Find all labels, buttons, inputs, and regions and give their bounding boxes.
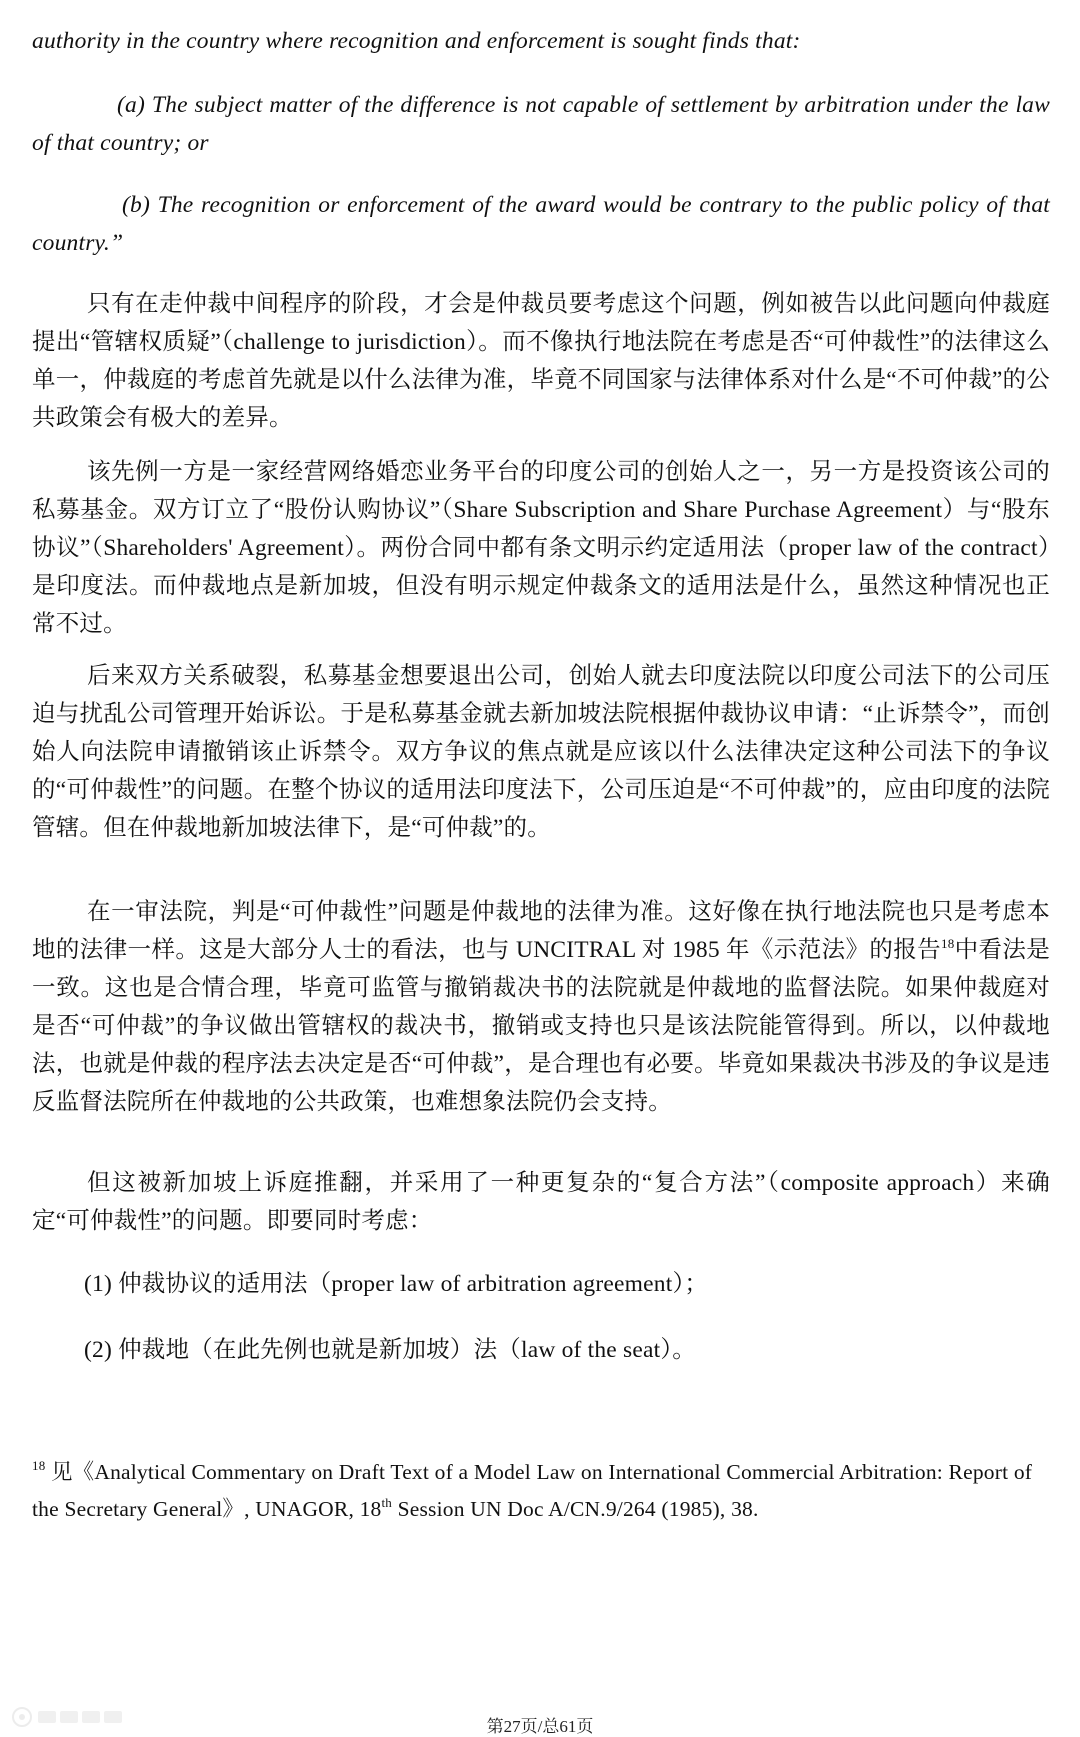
footnote-ordinal: th: [381, 1495, 393, 1510]
paragraph-4-text-b: 中看法是一致。这也是合情合理，毕竟可监管与撤销裁决书的法院就是仲裁地的监督法院。如果仲裁庭对是否“可仲裁”的争议做出管辖权的裁决书，撤销或支持也只是该法院能管得到。所以，以仲裁地法，也就是仲裁的程序法去决定是否“可仲裁”，是合理也有必要。毕竟如果裁决书涉及的争议是违反监督法院所在仲裁地的公共政策，也难想象法院仍会支持。: [32, 937, 1050, 1115]
paragraph-1: 只有在走仲裁中间程序的阶段，才会是仲裁员要考虑这个问题，例如被告以此问题向仲裁庭提出“管辖权质疑”（challenge to jurisdiction）。而不像执行地法院在考虑是否“可仲裁性”的法律这么单一，仲裁庭的考虑首先就是以什么法律为准，毕竟不同国家与法律体系对什么是“不可仲裁”的公共政策会有极大的差异。: [32, 291, 1050, 431]
paragraph-5: 但这被新加坡上诉庭推翻，并采用了一种更复杂的“复合方法”（composite approach）来确定“可仲裁性”的问题。即要同时考虑：: [32, 1170, 1050, 1234]
footnote-18: [32, 1454, 1062, 1528]
list-item-1: (1) 仲裁协议的适用法（proper law of arbitration agreement）；: [84, 1271, 709, 1297]
footnote-ref-18[interactable]: 18: [941, 936, 955, 951]
list-item-2: (2) 仲裁地（在此先例也就是新加坡）法（law of the seat）。: [84, 1337, 697, 1363]
paragraph-2: 该先例一方是一家经营网络婚恋业务平台的印度公司的创始人之一，另一方是投资该公司的私募基金。双方订立了“股份认购协议”（Share Subscription and Share Purchase Agreement）与“股东协议”（Shareholders' Agreement）。两份合同中都有条文明示约定适用法（proper law of the contract）是印度法。而仲裁地点是新加坡，但没有明示规定仲裁条文的适用法是什么，虽然这种情况也正常不过。: [32, 459, 1050, 637]
paragraph-4-text-a: 在一审法院，判是“可仲裁性”问题是仲裁地的法律为准。这好像在执行地法院也只是考虑本地的法律一样。这是大部分人士的看法，也与 UNCITRAL 对 1985 年《示范法》的报告: [32, 899, 1050, 963]
footnote-text-b: Session UN Doc A/CN.9/264 (1985), 38.: [392, 1497, 759, 1521]
page-number: 第27页/总61页: [486, 1717, 594, 1736]
footnote-text-a: 见《Analytical Commentary on Draft Text of a Model Law on International Commercial Arbitration: Report of the Secretary General》, UNAGOR, 18: [32, 1460, 1033, 1521]
paragraph-4: [32, 893, 1050, 1121]
clause-b: (b) The recognition or enforcement of the award would be contrary to the public policy of that country.”: [32, 192, 1050, 256]
quote-intro: authority in the country where recognition and enforcement is sought finds that:: [32, 28, 801, 54]
footnote-mark: 18: [32, 1458, 46, 1473]
paragraph-3: 后来双方关系破裂，私募基金想要退出公司，创始人就去印度法院以印度公司法下的公司压迫与扰乱公司管理开始诉讼。于是私募基金就去新加坡法院根据仲裁协议申请：“止诉禁令”，而创始人向法院申请撤销该止诉禁令。双方争议的焦点就是应该以什么法律决定这种公司法下的争议的“可仲裁性”的问题。在整个协议的适用法印度法下，公司压迫是“不可仲裁”的，应由印度的法院管辖。但在仲裁地新加坡法律下，是“可仲裁”的。: [32, 663, 1050, 841]
clause-a: (a) The subject matter of the difference is not capable of settlement by arbitration under the law of that country; or: [32, 92, 1050, 156]
